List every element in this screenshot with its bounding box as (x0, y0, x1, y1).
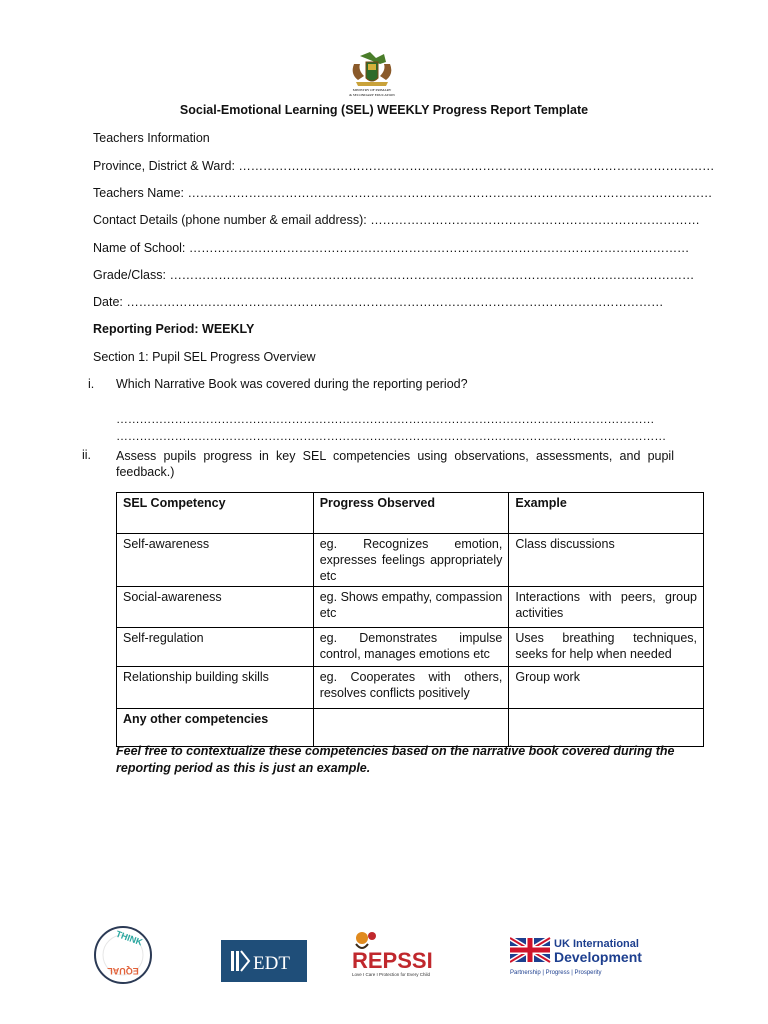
table-cell: Self-awareness (117, 534, 314, 587)
contextualize-note: Feel free to contextualize these competencies based on the narrative book covered during the reporting period as this is just an example. (116, 744, 675, 775)
field-dots: ……………………………………………………………………… (370, 213, 700, 227)
table-row (117, 709, 704, 747)
table-cell: Relationship building skills (117, 667, 314, 709)
repssi-logo (348, 928, 460, 980)
question-number: i. (88, 377, 95, 391)
field-grade-class[interactable] (93, 268, 694, 282)
table-cell: Group work (509, 667, 704, 709)
field-dots: ………………………………………………………………………………………………………………… (187, 186, 713, 200)
uk-line2: Development (554, 949, 642, 965)
table-cell: eg. Demonstrates impulse control, manages emotions etc (313, 628, 509, 667)
edt-text: EDT (253, 953, 290, 974)
uk-tagline: Partnership | Progress | Prosperity (510, 970, 602, 976)
field-label: Date: (93, 295, 123, 309)
table-cell[interactable] (509, 709, 704, 747)
uk-line1: UK International (554, 938, 639, 950)
answer-line-1[interactable]: ………………………………………………………………………………………………………………………… (116, 412, 655, 426)
table-cell: Class discussions (509, 534, 704, 587)
table-row (117, 534, 704, 587)
teachers-info-heading: Teachers Information (93, 131, 210, 145)
field-dots: …………………………………………………………………………………………………………………… (126, 295, 664, 309)
crest-caption-1: MINISTRY OF PRIMARY (352, 88, 392, 92)
answer-line-2[interactable]: …………………………………………………………………………………………………………………………… (116, 429, 666, 443)
sel-competency-table (116, 492, 704, 747)
field-province[interactable] (93, 159, 714, 173)
think-text: THINK (114, 928, 144, 948)
repssi-tagline: Love I Care I Protection for Every Child (352, 972, 431, 977)
question-2-text: Assess pupils progress in key SEL competencies using observations, assessments, and pupil feedback.) (116, 449, 674, 479)
table-cell: eg. Cooperates with others, resolves conflicts positively (313, 667, 509, 709)
field-label: Province, District & Ward: (93, 159, 235, 173)
field-dots: …………………………………………………………………………………………………………… (188, 241, 690, 255)
table-header: Progress Observed (313, 493, 509, 534)
table-cell: Social-awareness (117, 587, 314, 628)
field-label: Contact Details (phone number & email address): (93, 213, 367, 227)
question-1-text: Which Narrative Book was covered during the reporting period? (116, 377, 468, 391)
table-cell: eg. Shows empathy, compassion etc (313, 587, 509, 628)
edt-logo (221, 940, 307, 982)
table-cell: eg. Recognizes emotion, expresses feelings appropriately etc (313, 534, 509, 587)
field-dots: ………………………………………………………………………………………………………………… (169, 268, 695, 282)
section-heading: Section 1: Pupil SEL Progress Overview (93, 350, 316, 364)
table-row (117, 628, 704, 667)
think-equal-logo (92, 924, 154, 986)
table-row (117, 587, 704, 628)
table-cell: Any other competencies (117, 709, 314, 747)
uk-international-development-logo (510, 936, 652, 978)
union-flag-icon (510, 938, 550, 962)
field-label: Teachers Name: (93, 186, 185, 200)
table-header: SEL Competency (117, 493, 314, 534)
page-title: Social-Emotional Learning (SEL) WEEKLY Progress Report Template (179, 103, 589, 117)
field-teacher-name[interactable] (93, 186, 712, 200)
equal-text: EQUAL (107, 966, 139, 976)
field-school-name[interactable] (93, 241, 689, 255)
field-label: Name of School: (93, 241, 186, 255)
table-header: Example (509, 493, 704, 534)
field-label: Grade/Class: (93, 268, 166, 282)
field-contact-details[interactable] (93, 213, 700, 227)
table-cell: Uses breathing techniques, seeks for help when needed (509, 628, 704, 667)
question-number: ii. (82, 448, 92, 462)
crest-caption-2: & SECONDARY EDUCATION (349, 93, 395, 97)
coat-of-arms-crest (340, 48, 404, 98)
repssi-text: REPSSI (352, 948, 433, 973)
reporting-period: Reporting Period: WEEKLY (93, 322, 255, 336)
table-row (117, 667, 704, 709)
table-cell[interactable] (313, 709, 509, 747)
field-date[interactable] (93, 295, 663, 309)
table-cell: Interactions with peers, group activities (509, 587, 704, 628)
table-cell: Self-regulation (117, 628, 314, 667)
field-dots: ……………………………………………………………………………………………………… (238, 159, 715, 173)
